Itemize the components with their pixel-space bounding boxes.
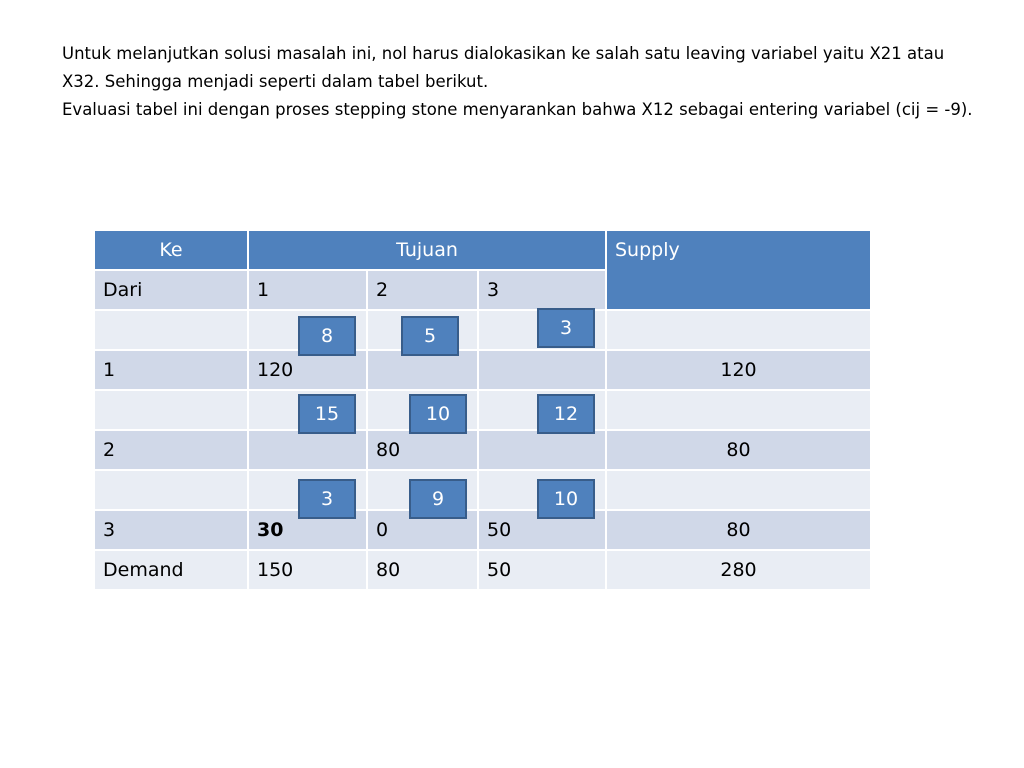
cost-box: 8 <box>298 316 356 356</box>
cost-box: 9 <box>409 479 467 519</box>
subheader-col-1: 1 <box>248 270 367 310</box>
allocation-cell <box>367 350 478 390</box>
row-label: 1 <box>94 350 248 390</box>
supply-cell: 120 <box>606 350 871 390</box>
cost-box: 10 <box>409 394 467 434</box>
header-ke: Ke <box>94 230 248 270</box>
intro-paragraph-2: Evaluasi tabel ini dengan proses stepping stone menyarankan bahwa X12 sebagai entering variabel (cij = -9). <box>62 100 973 119</box>
demand-cell: 80 <box>367 550 478 590</box>
allocation-cell: 120 <box>248 350 367 390</box>
demand-cell: 150 <box>248 550 367 590</box>
table-row <box>94 430 871 470</box>
supply-cell: 80 <box>606 510 871 550</box>
cost-row-2 <box>94 390 871 430</box>
cost-row-3 <box>94 470 871 510</box>
intro-paragraph-1: Untuk melanjutkan solusi masalah ini, nol harus dialokasikan ke salah satu leaving variabel yaitu X21 atau X32. Sehingga menjadi seperti dalam tabel berikut. <box>62 44 945 91</box>
table-row <box>94 510 871 550</box>
transportation-table <box>93 229 872 591</box>
row-label: 2 <box>94 430 248 470</box>
header-supply: Supply <box>606 230 871 310</box>
allocation-cell: 80 <box>367 430 478 470</box>
subheader-dari: Dari <box>94 270 248 310</box>
cost-box: 15 <box>298 394 356 434</box>
cost-row-1 <box>94 310 871 350</box>
subheader-col-2: 2 <box>367 270 478 310</box>
cost-box: 3 <box>298 479 356 519</box>
allocation-cell: 0 <box>367 510 478 550</box>
allocation-cell: 50 <box>478 510 606 550</box>
cost-box: 3 <box>537 308 595 348</box>
row-label: 3 <box>94 510 248 550</box>
demand-row <box>94 550 871 590</box>
allocation-cell: 30 <box>248 510 367 550</box>
header-tujuan: Tujuan <box>248 230 606 270</box>
cost-box: 12 <box>537 394 595 434</box>
subheader-col-3: 3 <box>478 270 606 310</box>
table-row <box>94 350 871 390</box>
allocation-cell <box>248 430 367 470</box>
demand-cell: 50 <box>478 550 606 590</box>
supply-cell: 80 <box>606 430 871 470</box>
cost-box: 5 <box>401 316 459 356</box>
cost-box: 10 <box>537 479 595 519</box>
demand-label: Demand <box>94 550 248 590</box>
demand-total: 280 <box>606 550 871 590</box>
allocation-cell <box>478 430 606 470</box>
allocation-cell <box>478 350 606 390</box>
